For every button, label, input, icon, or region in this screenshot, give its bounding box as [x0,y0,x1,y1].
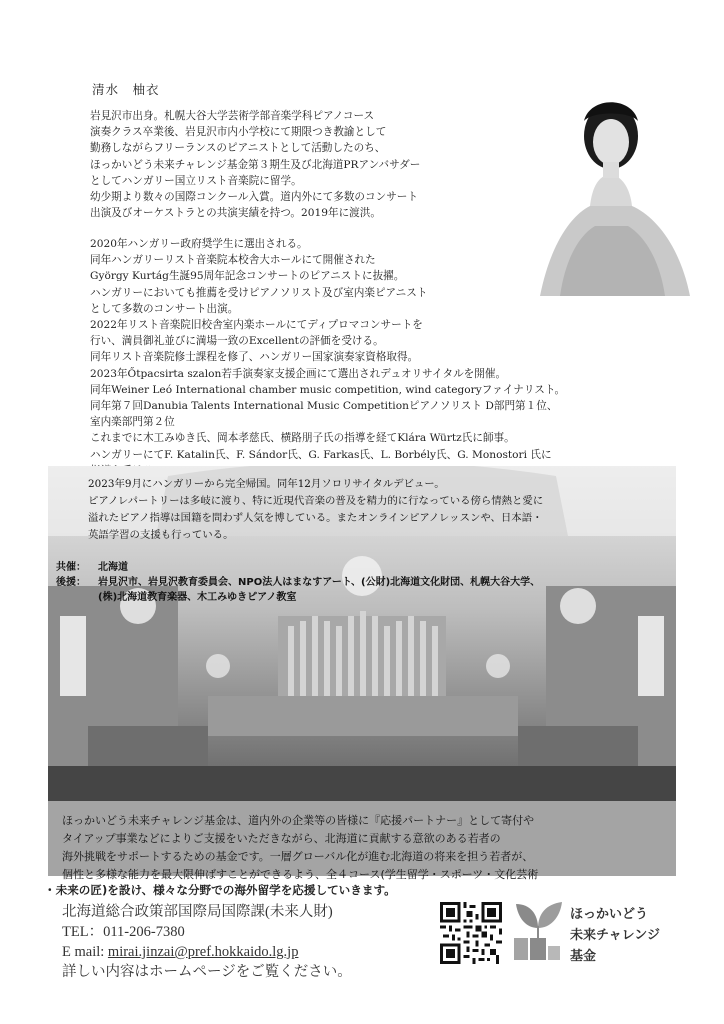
career-line: 同年Weiner Leó International chamber music competition, wind categoryファイナリスト。 [90,383,566,396]
career-line: György Kurtág生誕95周年記念コンサートのピアニストに抜擢。 [90,270,405,283]
cohost-row [56,560,540,575]
logo-line: ほっかいどう [570,907,649,922]
recent-line: 英語学習の支援も行っている。 [88,529,234,541]
bio-line: 勤務しながらフリーランスのピアニストとして活動したのち、 [90,142,386,155]
logo-line: 基金 [570,949,597,964]
bio-line: 出演及びオーケストラとの共演実績を持つ。2019年に渡洪。 [90,207,381,220]
support-row [56,575,540,590]
fund-logo-icon [508,898,568,964]
recent-line: 2023年9月にハンガリーから完全帰国。同年12月ソロリサイタルデビュー。 [88,478,445,490]
recent-line: 溢れたピアノ指導は国籍を問わず人気を博している。またオンラインピアノレッスンや、日本語・ [88,512,543,524]
contact-dept: 北海道総合政策部国際局国際課(未来人財) [62,904,333,920]
career-line: 2020年ハンガリー政府奨学生に選出される。 [90,238,308,250]
mail-label: E mail: [62,944,108,960]
fund-logo-text [570,904,660,967]
career-line: 室内楽部門第２位 [90,416,175,429]
support-row [56,590,540,605]
bio-line: としてハンガリー国立リスト音楽院に留学。 [90,174,302,187]
fund-line: 海外挑戦をサポートするための基金です。一層グローバル化が進む北海道の将来を担う若者が、 [62,850,534,863]
career-line: 同年ハンガリーリスト音楽院本校舎大ホールにて開催された [90,254,376,267]
sponsor-block [56,560,540,605]
career-line: ハンガリーにおいても推薦を受けピアノソリスト及び室内楽ピアニスト [90,286,428,299]
contact-mail-row [62,942,352,962]
contact-tel: TEL：011-206-7380 [62,924,185,940]
career-line: ハンガリーにてF. Katalin氏、F. Sándor氏、G. Farkas氏、L. Borbély氏、G. Monostori 氏に [90,448,552,461]
career-line: 2022年リスト音楽院旧校舎室内楽ホールにてディプロマコンサートを [90,319,423,332]
artist-career [90,236,650,479]
fund-line: ほっかいどう未来チャレンジ基金は、道内外の企業等の皆様に『応援パートナー』として寄付や [62,814,535,827]
artist-recent [88,476,668,544]
cohost-value: 北海道 [98,562,128,573]
contact-block [62,902,352,982]
recent-line: ピアノレパートリーは多岐に渡り、特に近現代音楽の普及を精力的に行なっている傍ら情熱と愛に [88,495,544,507]
bio-line: ほっかいどう未来チャレンジ基金第３期生及び北海道PRアンバサダー [90,158,421,171]
career-line: として多数のコンサート出演。 [90,302,239,315]
fund-description [62,812,682,884]
qr-code[interactable] [440,902,502,964]
bio-line: 幼少期より数々の国際コンクール入賞。道内外にて多数のコンサート [90,191,418,204]
career-line: 行い、満員御礼並びに満場一致のExcellentの評価を受ける。 [90,335,384,348]
support-value: 岩見沢市、岩見沢教育委員会、NPO法人はまなすアート、(公財)北海道文化財団、札幌大谷大学、 [98,577,541,588]
support-value: (株)北海道教育楽器、木工みゆきピアノ教室 [98,592,297,603]
fund-line: 個性と多様な能力を最大限伸ばすことができるよう、全４コース(学生留学・スポーツ・文化芸術 [62,868,539,881]
cohost-label: 共催： [56,562,86,573]
support-label: 後援： [56,577,86,588]
artist-name: 清水 柚衣 [92,82,160,97]
bio-line: 岩見沢市出身。札幌大谷大学芸術学部音楽学科ピアノコース [90,110,375,122]
career-line: これまでに木工みゆき氏、岡本孝慈氏、横路朋子氏の指導を経てKlára Würtz氏に師事。 [90,432,515,445]
logo-line: 未来チャレンジ [570,928,660,943]
career-line: 2023年Őtpacsirta szalon若手演奏家支援企画にて選出されデュオリサイタルを開催。 [90,367,507,380]
career-line: 同年リスト音楽院修士課程を修了、ハンガリー国家演奏家資格取得。 [90,351,419,364]
artist-bio [90,108,530,221]
bio-line: 演奏クラス卒業後、岩見沢市内小学校にて期限つき教諭として [90,126,387,139]
fund-line: タイアップ事業などによりご支援をいただきながら、北海道に貢献する意欲のある若者の [62,832,501,845]
mail-link[interactable]: mirai.jinzai@pref.hokkaido.lg.jp [107,944,299,960]
career-line: 同年第７回Danubia Talents International Music Competitionピアノソリスト D部門第１位、 [90,400,558,413]
contact-note: 詳しい内容はホームページをご覧ください。 [62,964,352,980]
fund-line: ・未来の匠)を設け、様々な分野での海外留学を応援していきます。 [44,883,396,897]
